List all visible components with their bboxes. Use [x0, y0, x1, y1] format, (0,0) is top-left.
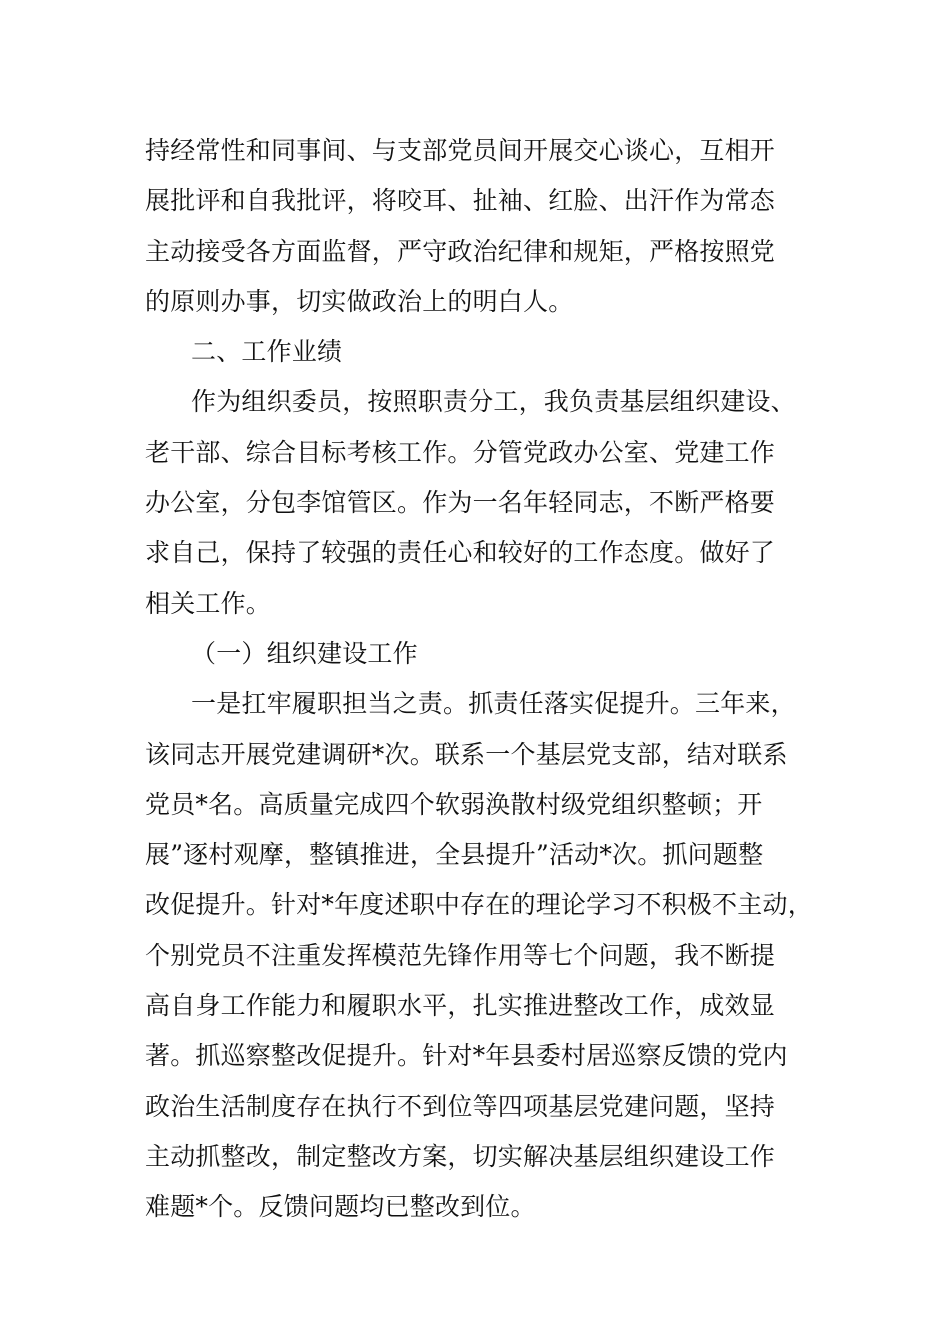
- section-heading: 二、工作业绩: [191, 337, 343, 367]
- subsection-heading: （一）组织建设工作: [191, 638, 418, 668]
- document-body: [145, 126, 815, 1233]
- text-line: 老干部、综合目标考核工作。分管党政办公室、党建工作: [145, 437, 776, 467]
- text-line: 办公室，分包李馆管区。作为一名年轻同志，不断严格要: [145, 488, 776, 518]
- text-line: 主动接受各方面监督，严守政治纪律和规矩，严格按照党: [145, 236, 776, 266]
- text-line: 持经常性和同事间、与支部党员间开展交心谈心，互相开: [145, 136, 776, 165]
- text-line: 该同志开展党建调研*次。联系一个基层党支部，结对联系: [145, 739, 788, 769]
- text-line: 相关工作。: [145, 588, 272, 618]
- text-line: 个别党员不注重发挥模范先锋作用等七个问题，我不断提: [145, 940, 776, 970]
- text-line: 展”逐村观摩，整镇推进，全县提升”活动*次。抓问题整: [145, 840, 764, 870]
- text-line: 展批评和自我批评，将咬耳、扯袖、红脸、出汗作为常态: [145, 186, 776, 216]
- text-line: 难题*个。反馈问题均已整改到位。: [145, 1192, 536, 1222]
- text-line: 主动抓整改，制定整改方案，切实解决基层组织建设工作: [145, 1141, 776, 1171]
- text-line: 求自己，保持了较强的责任心和较好的工作态度。做好了: [145, 538, 776, 568]
- text-line: 的原则办事，切实做政治上的明白人。: [145, 286, 574, 316]
- text-line: 一是扛牢履职担当之责。抓责任落实促提升。三年来，: [191, 689, 796, 719]
- text-line: 改促提升。针对*年度述职中存在的理论学习不积极不主动，: [145, 890, 813, 920]
- text-line: 党员*名。高质量完成四个软弱涣散村级党组织整顿；开: [145, 789, 763, 819]
- text-line: 作为组织委员，按照职责分工，我负责基层组织建设、: [191, 387, 796, 417]
- text-line: 高自身工作能力和履职水平，扎实推进整改工作，成效显: [145, 991, 776, 1021]
- text-line: 政治生活制度存在执行不到位等四项基层党建问题，坚持: [145, 1091, 776, 1121]
- text-line: 著。抓巡察整改促提升。针对*年县委村居巡察反馈的党内: [145, 1041, 788, 1071]
